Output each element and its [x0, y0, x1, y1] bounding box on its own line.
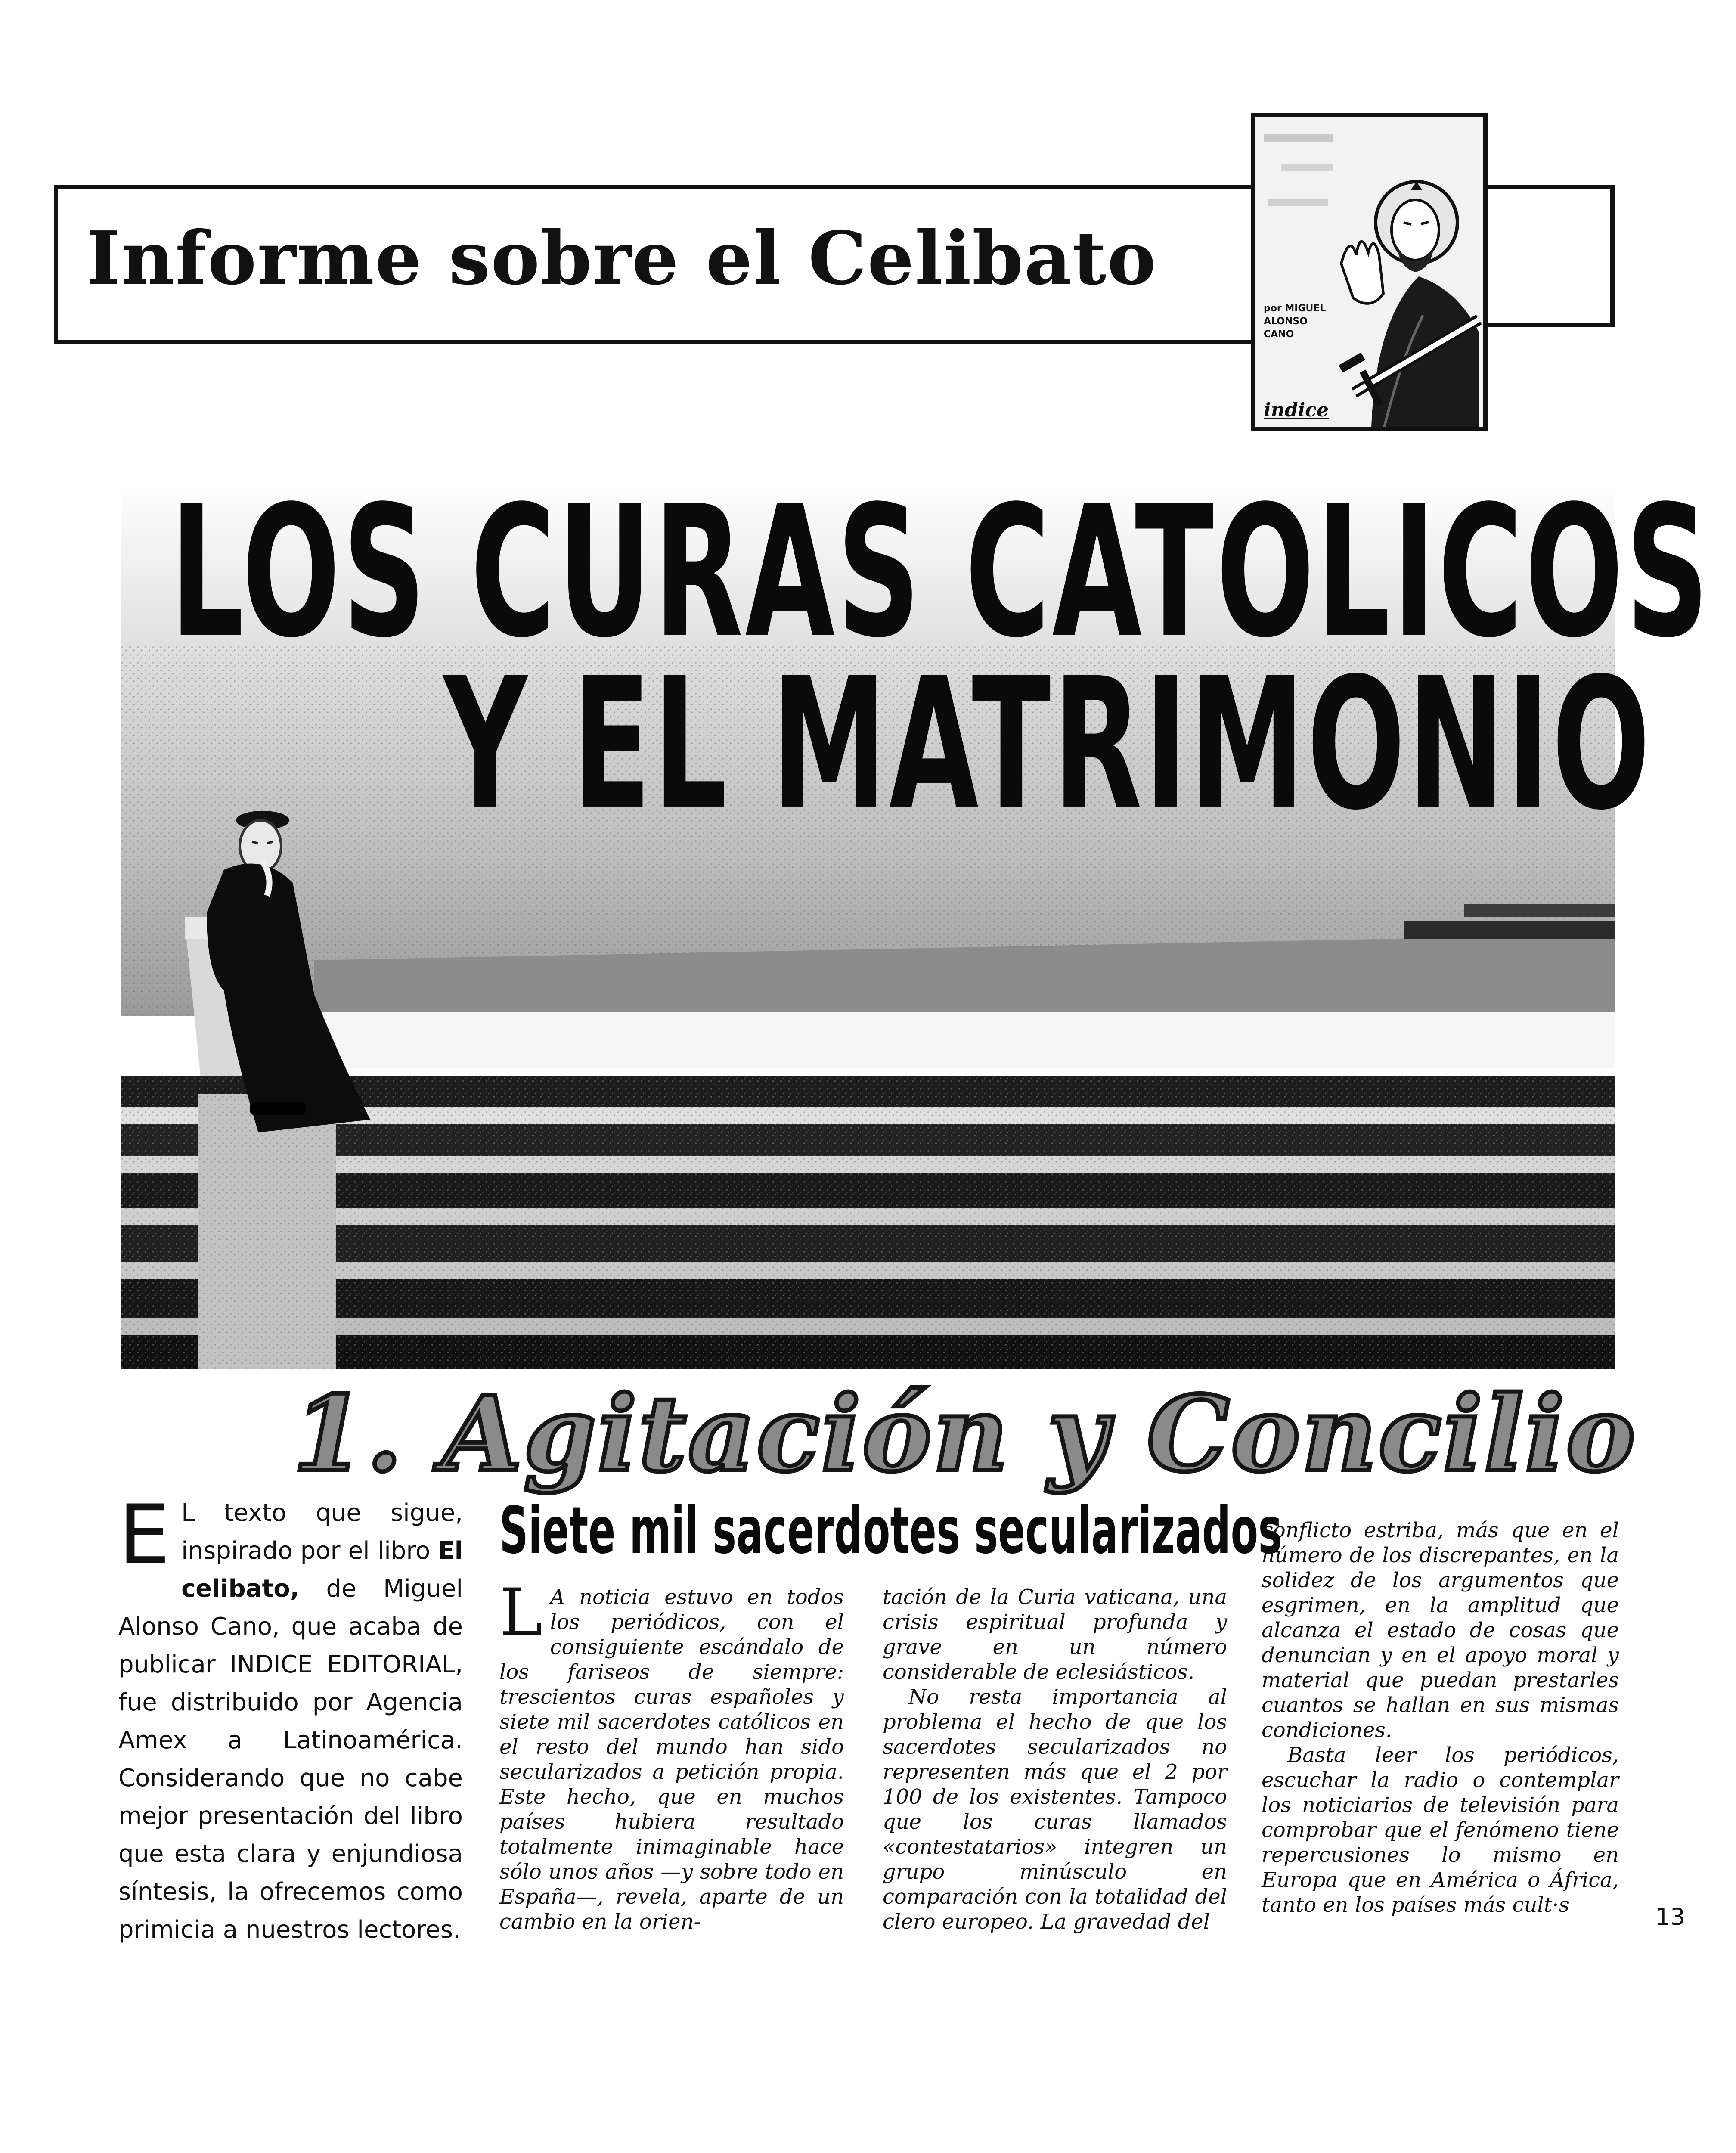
article-col2-paragraph-2: No resta importancia al problema el hecho de que los sacerdotes secularizados no representen más que el 2 por 100 de los existentes. Tampoco que los curas llamados «contestatarios» integren un grupo minúsculo en comparación con la totalidad del clero europeo. La gravedad del — [883, 1685, 1227, 1934]
main-headline-line-1: LOS CURAS CATOLICOS — [170, 467, 1711, 678]
article-col1-text: A noticia estuvo en todos los periódicos, con el consiguiente escándalo de los fariseos de siempre: trescientos curas españoles y siete mil sacerdotes católicos en el resto del mundo han sido secularizados a petición propia. Este hecho, que en muchos países hubiera resultado totalmente inimaginable hace sólo unos años —y sobre todo en España—, revela, aparte de un cambio en la orien- — [499, 1585, 844, 1934]
main-headline-line-2: Y EL MATRIMONIO — [443, 639, 1652, 850]
intro-text-1: L texto que sigue, inspirado por el libro — [181, 1499, 463, 1565]
publisher-logo: indice — [1264, 399, 1329, 421]
intro-dropcap: E — [118, 1487, 170, 1582]
article-column-1 — [499, 1575, 844, 1934]
page-number: 13 — [1655, 1903, 1685, 1930]
article-column-3 — [1262, 1518, 1619, 1917]
intro-text-2: de Miguel Alonso Cano, que acaba de publicar INDICE EDITORIAL, fue distribuido por Agencia Amex a Latinoamérica. Considerando que no cabe mejor presentación del libro que esta clara y enjundiosa síntesis, la ofrecemos como primicia a nuestros lectores. — [118, 1575, 463, 1944]
section-title: 1. Agitación y Concilio — [293, 1373, 1637, 1495]
article-col3-paragraph-1: conflicto estriba, más que en el número de los discrepantes, en la solidez de los argumentos que esgrimen, en la amplitud que alcanza el estado de cosas que denuncian y en el apoyo moral y material que puedan prestarles cuantos se hallan en sus mismas condiciones. — [1262, 1518, 1619, 1742]
intro-book-title: El celibato, — [181, 1537, 463, 1603]
intro-paragraph — [118, 1487, 463, 1949]
article-dropcap: L — [499, 1575, 542, 1650]
book-cover — [1251, 113, 1488, 431]
article-title: Siete mil sacerdotes secularizados — [499, 1493, 1282, 1568]
saint-illustration — [1255, 117, 1483, 427]
article-col3-paragraph-2: Basta leer los periódicos, escuchar la radio o contemplar los noticiarios de televisión para comprobar que el fenómeno tiene repercusiones lo mismo en Europa que en América o África, tanto en los países más cult·s — [1262, 1743, 1619, 1917]
series-title: Informe sobre el Celibato — [86, 215, 1157, 301]
article-col2-paragraph-1: tación de la Curia vaticana, una crisis espiritual profunda y grave en un número considerable de eclesiásticos. — [883, 1585, 1227, 1684]
cover-author: por MIGUEL ALONSO CANO — [1264, 303, 1326, 340]
article-column-2 — [883, 1585, 1227, 1934]
series-banner-frame-right — [1481, 185, 1615, 327]
